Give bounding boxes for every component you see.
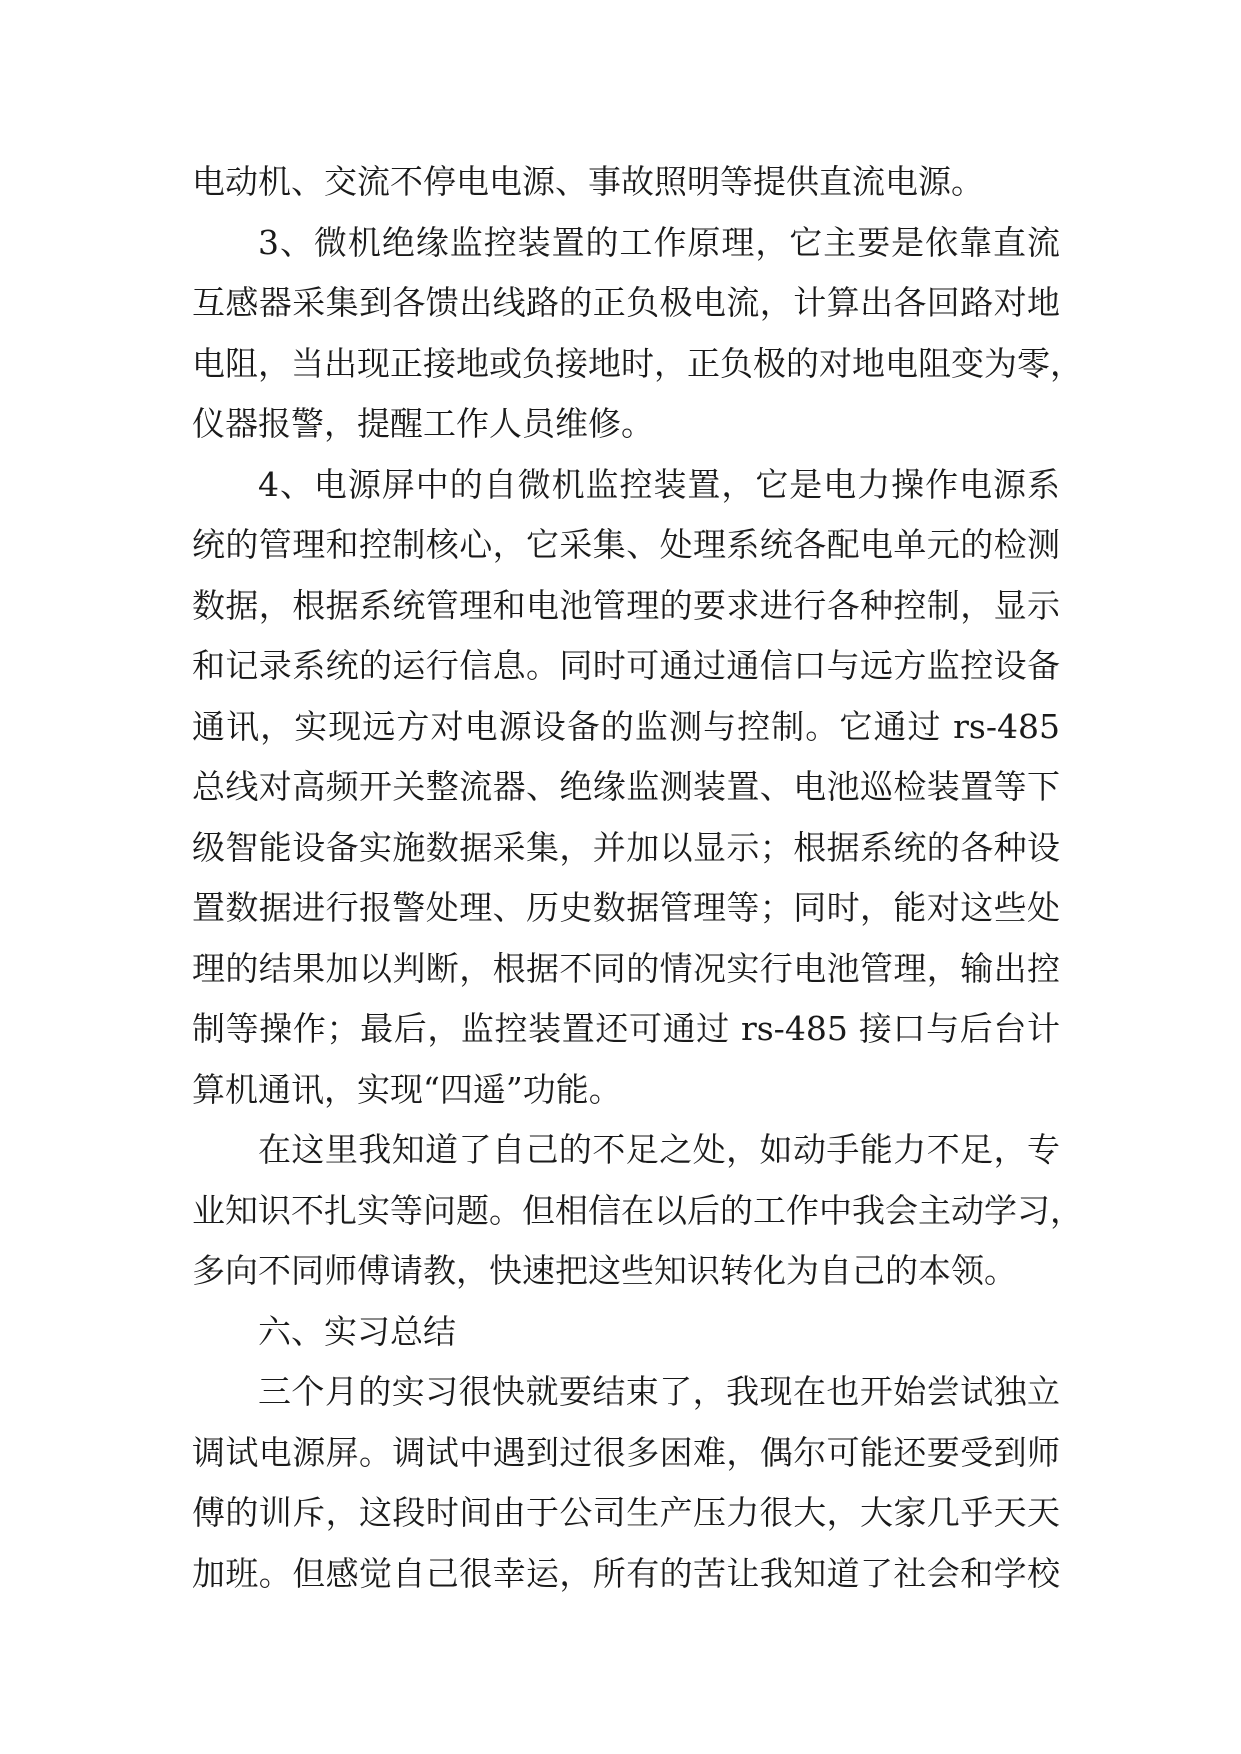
- text-line: 傅的训斥，这段时间由于公司生产压力很大，大家几乎天天: [192, 1493, 1060, 1532]
- text-line: 置数据进行报警处理、历史数据管理等；同时，能对这些处: [192, 888, 1060, 927]
- text-line: 算机通讯，实现“四遥”功能。: [192, 1069, 622, 1109]
- text-line: 互感器采集到各馈出线路的正负极电流，计算出各回路对地: [192, 283, 1060, 322]
- text-line: 和记录系统的运行信息。同时可通过通信口与远方监控设备: [192, 646, 1060, 685]
- text-line: 制等操作；最后，监控装置还可通过 rs-485 接口与后台计: [192, 1009, 1060, 1048]
- text-line: 3、微机绝缘监控装置的工作原理，它主要是依靠直流: [258, 222, 1060, 262]
- text-line: 级智能设备实施数据采集，并加以显示；根据系统的各种设: [192, 827, 1060, 867]
- text-line: 通讯，实现远方对电源设备的监测与控制。它通过 rs-485: [192, 706, 1060, 746]
- text-line: 多向不同师傅请教，快速把这些知识转化为自己的本领。: [192, 1251, 1017, 1290]
- body-text: [192, 152, 1083, 1604]
- text-line: 仪器报警，提醒工作人员维修。: [192, 404, 654, 443]
- text-line: 数据，根据系统管理和电池管理的要求进行各种控制，显示: [192, 585, 1060, 625]
- text-line: 电阻，当出现正接地或负接地时，正负极的对地电阻变为零，: [192, 343, 1083, 383]
- text-line: 统的管理和控制核心，它采集、处理系统各配电单元的检测: [192, 525, 1060, 564]
- text-line: 加班。但感觉自己很幸运，所有的苦让我知道了社会和学校: [192, 1553, 1060, 1593]
- text-line: 电动机、交流不停电电源、事故照明等提供直流电源。: [192, 162, 984, 201]
- text-line: 三个月的实习很快就要结束了，我现在也开始尝试独立: [258, 1372, 1060, 1411]
- text-line: 4、电源屏中的自微机监控装置，它是电力操作电源系: [258, 464, 1060, 504]
- text-line: 在这里我知道了自己的不足之处，如动手能力不足，专: [258, 1130, 1060, 1169]
- text-line: 业知识不扎实等问题。但相信在以后的工作中我会主动学习，: [192, 1190, 1083, 1230]
- text-line: 六、实习总结: [258, 1311, 456, 1351]
- text-line: 总线对高频开关整流器、绝缘监测装置、电池巡检装置等下: [192, 767, 1060, 806]
- text-line: 理的结果加以判断，根据不同的情况实行电池管理，输出控: [192, 948, 1060, 988]
- text-line: 调试电源屏。调试中遇到过很多困难，偶尔可能还要受到师: [192, 1432, 1060, 1472]
